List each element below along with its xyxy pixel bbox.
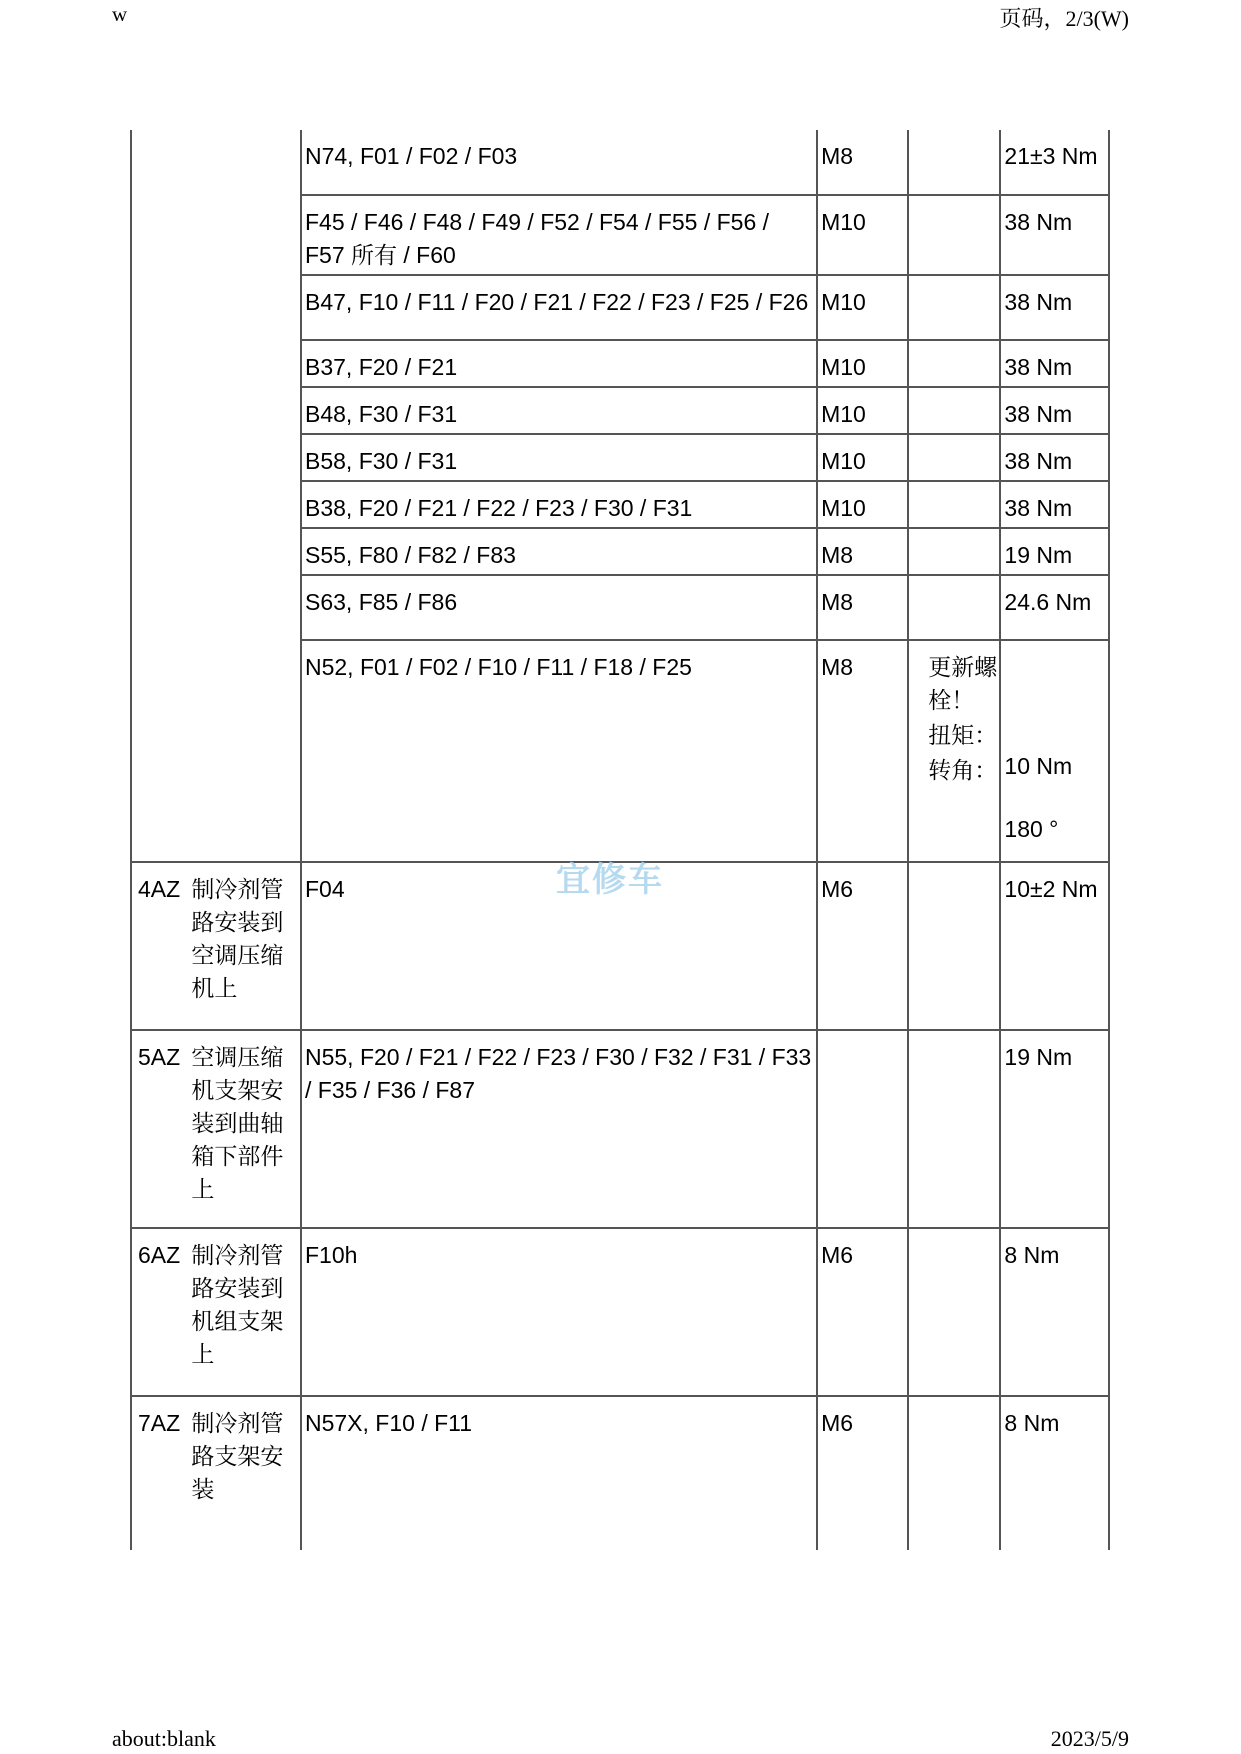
description-cell: [188, 275, 301, 340]
page-footer-date: 2023/5/9: [1050, 1726, 1129, 1751]
description-cell: [188, 434, 301, 481]
table-row: [131, 275, 1109, 340]
size-cell: M10: [817, 434, 908, 481]
note-cell: [908, 528, 1000, 575]
id-cell: [131, 640, 188, 862]
bolts-cell: B47, F10 / F11 / F20 / F21 / F22 / F23 / F25 / F26: [301, 275, 817, 340]
bolts-cell: S55, F80 / F82 / F83: [301, 528, 817, 575]
size-cell: M6: [817, 1396, 908, 1550]
torque-cell: 38 Nm: [1000, 195, 1109, 275]
id-cell: [131, 275, 188, 340]
watermark-logo: 宜修车: [556, 860, 664, 900]
note-cell: [908, 575, 1000, 640]
note-cell: [908, 275, 1000, 340]
bolts-cell: N55, F20 / F21 / F22 / F23 / F30 / F32 / F31 / F33 / F35 / F36 / F87: [301, 1030, 817, 1228]
size-cell: M10: [817, 340, 908, 387]
size-cell: M8: [817, 130, 908, 195]
note-cell: [908, 1396, 1000, 1550]
note-cell: [908, 1030, 1000, 1228]
torque-cell: 19 Nm: [1000, 528, 1109, 575]
size-cell: M10: [817, 387, 908, 434]
id-cell: 5AZ: [131, 1030, 188, 1228]
note-cell: [908, 130, 1000, 195]
note-cell: [908, 481, 1000, 528]
id-cell: 4AZ: [131, 862, 188, 1030]
description-cell: 制冷剂管路安装到机组支架上: [188, 1228, 301, 1396]
bolts-cell: B48, F30 / F31: [301, 387, 817, 434]
angle-value: 180 °: [1004, 816, 1059, 842]
torque-cell: 24.6 Nm: [1000, 575, 1109, 640]
id-cell: [131, 575, 188, 640]
page-footer-url: about:blank: [112, 1726, 216, 1751]
bolts-cell: N57X, F10 / F11: [301, 1396, 817, 1550]
bolts-cell: B58, F30 / F31: [301, 434, 817, 481]
torque-cell: 19 Nm: [1000, 1030, 1109, 1228]
note-cell: [908, 434, 1000, 481]
torque-cell: 8 Nm: [1000, 1228, 1109, 1396]
size-cell: M8: [817, 528, 908, 575]
torque-cell: 21±3 Nm: [1000, 130, 1109, 195]
table-row: [131, 130, 1109, 195]
size-cell: M10: [817, 481, 908, 528]
description-cell: [188, 528, 301, 575]
description-cell: [188, 387, 301, 434]
torque-cell: 38 Nm: [1000, 434, 1109, 481]
table-row: [131, 195, 1109, 275]
id-cell: [131, 340, 188, 387]
id-cell: 7AZ: [131, 1396, 188, 1550]
id-cell: 6AZ: [131, 1228, 188, 1396]
description-cell: 制冷剂管路安装到空调压缩机上: [188, 862, 301, 1030]
torque-cell: 38 Nm: [1000, 481, 1109, 528]
bolts-cell: N52, F01 / F02 / F10 / F11 / F18 / F25: [301, 640, 817, 862]
renew-bolt-note: 更新螺栓！: [928, 654, 998, 713]
note-cell: [908, 340, 1000, 387]
page-number: 页码，2/3(W): [999, 6, 1129, 31]
bolts-cell: F45 / F46 / F48 / F49 / F52 / F54 / F55 / F56 / F57 所有 / F60: [301, 195, 817, 275]
id-cell: [131, 195, 188, 275]
size-cell: M10: [817, 275, 908, 340]
size-cell: M6: [817, 862, 908, 1030]
bolts-cell: N74, F01 / F02 / F03: [301, 130, 817, 195]
size-cell: M8: [817, 575, 908, 640]
description-cell: 空调压缩机支架安装到曲轴箱下部件上: [188, 1030, 301, 1228]
size-cell: [817, 1030, 908, 1228]
torque-spec-table: [130, 130, 1110, 1550]
table-row: [131, 1396, 1109, 1550]
torque-cell: 38 Nm: [1000, 387, 1109, 434]
torque-cell: 10±2 Nm: [1000, 862, 1109, 1030]
id-cell: [131, 481, 188, 528]
table-row: [131, 387, 1109, 434]
note-cell: [908, 640, 1000, 862]
torque-cell: 38 Nm: [1000, 275, 1109, 340]
torque-cell: 38 Nm: [1000, 340, 1109, 387]
description-cell: [188, 640, 301, 862]
torque-cell: [1000, 640, 1109, 862]
note-cell: [908, 862, 1000, 1030]
description-cell: [188, 130, 301, 195]
description-cell: [188, 481, 301, 528]
id-cell: [131, 434, 188, 481]
bolts-cell: S63, F85 / F86: [301, 575, 817, 640]
bolts-cell: B38, F20 / F21 / F22 / F23 / F30 / F31: [301, 481, 817, 528]
table-row: [131, 575, 1109, 640]
description-cell: 制冷剂管路支架安装: [191, 1410, 284, 1502]
size-cell: M8: [817, 640, 908, 862]
description-cell: [188, 195, 301, 275]
note-cell: [908, 195, 1000, 275]
note-cell: [908, 1228, 1000, 1396]
bolts-cell: F10h: [301, 1228, 817, 1396]
id-cell: [131, 387, 188, 434]
id-cell: [131, 528, 188, 575]
bolts-cell: B37, F20 / F21: [301, 340, 817, 387]
torque-cell: 8 Nm: [1000, 1396, 1109, 1550]
note-cell: [908, 387, 1000, 434]
size-cell: M6: [817, 1228, 908, 1396]
table-row: [131, 1228, 1109, 1396]
id-cell: [131, 130, 188, 195]
table-row: [131, 340, 1109, 387]
table-row: [131, 528, 1109, 575]
size-cell: M10: [817, 195, 908, 275]
torque-value: 10 Nm: [1004, 753, 1073, 779]
page-header-left: w: [112, 2, 128, 26]
description-cell: [188, 575, 301, 640]
table-row: [131, 481, 1109, 528]
description-cell: [188, 340, 301, 387]
table-row: [131, 640, 1109, 862]
table-row: [131, 434, 1109, 481]
angle-label: 转角：: [928, 757, 998, 783]
torque-label: 扭矩：: [928, 722, 998, 748]
table-row: [131, 1030, 1109, 1228]
bolts-cell: F04: [301, 862, 817, 1030]
